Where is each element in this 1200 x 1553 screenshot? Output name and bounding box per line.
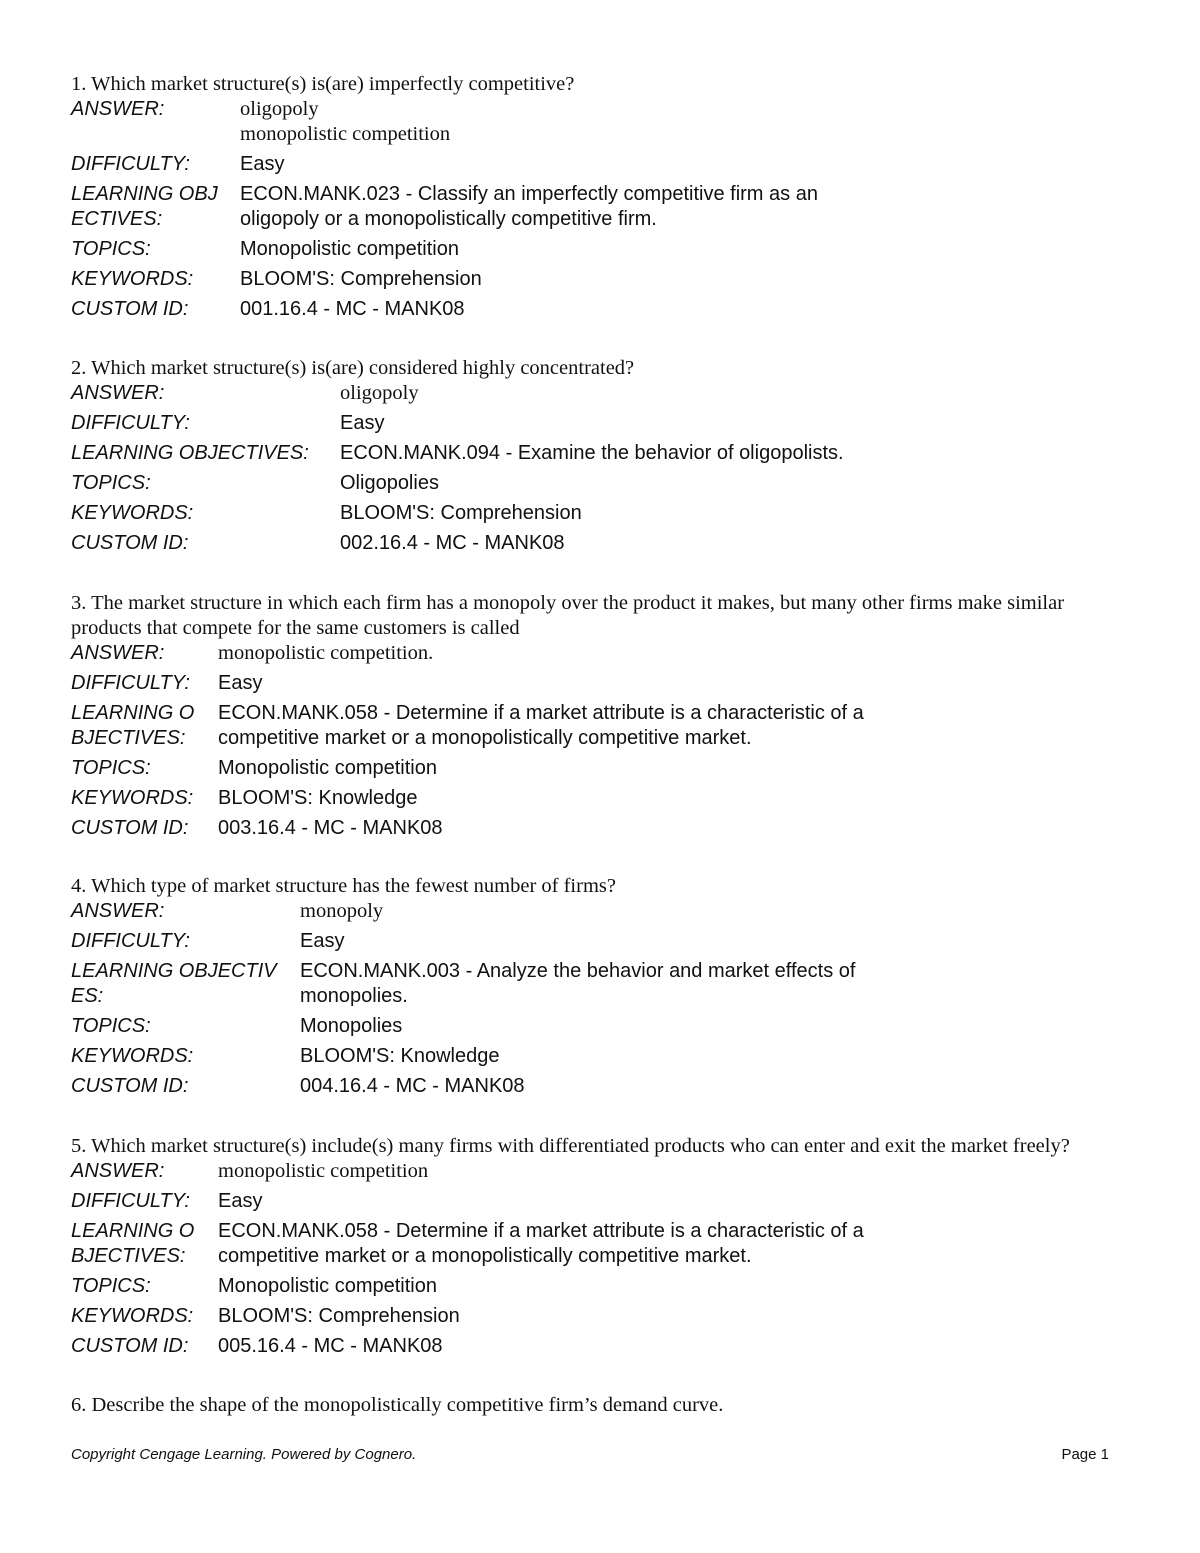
answer-label: ANSWER:: [71, 382, 165, 404]
keywords-row: [71, 1304, 1131, 1329]
question-text: 1. Which market structure(s) is(are) imperfectly competitive?: [71, 73, 575, 95]
value-line: ECON.MANK.023 - Classify an imperfectly competitive firm as an: [240, 183, 818, 205]
keywords-row: [71, 501, 1131, 526]
question-block-5: [71, 1134, 1131, 1359]
custom-id-row: [71, 816, 1131, 841]
label-line: LEARNING O: [71, 1220, 195, 1242]
answer-row: [71, 97, 1131, 147]
value-line: ECON.MANK.003 - Analyze the behavior and market effects of: [300, 960, 856, 982]
value-line: ECON.MANK.058 - Determine if a market attribute is a characteristic of a: [218, 702, 864, 724]
question-block-4: [71, 874, 1131, 1099]
custom-id-row: [71, 297, 1131, 322]
difficulty-label: DIFFICULTY:: [71, 412, 190, 434]
topics-row: [71, 1014, 1131, 1039]
question-text: [71, 591, 1131, 641]
keywords-label: KEYWORDS:: [71, 268, 194, 290]
custom-id-value: 001.16.4 - MC - MANK08: [240, 298, 465, 320]
difficulty-row: [71, 1189, 1131, 1214]
question-block-3: [71, 591, 1131, 841]
custom-id-label: CUSTOM ID:: [71, 1335, 189, 1357]
value-line: ECON.MANK.058 - Determine if a market attribute is a characteristic of a: [218, 1220, 864, 1242]
value-line: monopolies.: [300, 985, 408, 1007]
topics-value: Monopolistic competition: [218, 757, 437, 779]
difficulty-row: [71, 152, 1131, 177]
answer-line: monopolistic competition.: [218, 642, 434, 664]
answer-line: oligopoly: [240, 98, 319, 120]
topics-row: [71, 237, 1131, 262]
label-line: ES:: [71, 985, 104, 1007]
difficulty-label: DIFFICULTY:: [71, 1190, 190, 1212]
learning-objectives-label: [71, 182, 240, 232]
keywords-row: [71, 1044, 1131, 1069]
answer-value: [240, 97, 450, 147]
difficulty-row: [71, 929, 1131, 954]
learning-objectives-value: [240, 182, 818, 232]
keywords-value: BLOOM'S: Comprehension: [218, 1305, 460, 1327]
topics-row: [71, 1274, 1131, 1299]
answer-label: ANSWER:: [71, 98, 165, 120]
topics-value: Monopolistic competition: [240, 238, 459, 260]
custom-id-label: CUSTOM ID:: [71, 817, 189, 839]
custom-id-value: 004.16.4 - MC - MANK08: [300, 1075, 525, 1097]
difficulty-value: Easy: [240, 153, 285, 175]
label-line: LEARNING OBJECTIVES:: [71, 442, 309, 464]
keywords-row: [71, 786, 1131, 811]
learning-objectives-value: [218, 1219, 864, 1269]
answer-value: [218, 1159, 428, 1184]
difficulty-label: DIFFICULTY:: [71, 672, 190, 694]
custom-id-value: 002.16.4 - MC - MANK08: [340, 532, 565, 554]
question-text: 6. Describe the shape of the monopolistically competitive firm’s demand curve.: [71, 1394, 724, 1416]
difficulty-label: DIFFICULTY:: [71, 153, 190, 175]
learning-objectives-row: [71, 441, 1131, 466]
custom-id-label: CUSTOM ID:: [71, 532, 189, 554]
topics-value: Monopolies: [300, 1015, 403, 1037]
answer-value: [300, 899, 383, 924]
custom-id-label: CUSTOM ID:: [71, 298, 189, 320]
answer-label: ANSWER:: [71, 642, 165, 664]
answer-row: [71, 641, 1131, 666]
difficulty-value: Easy: [218, 1190, 263, 1212]
label-line: BJECTIVES:: [71, 1245, 186, 1267]
keywords-value: BLOOM'S: Comprehension: [240, 268, 482, 290]
question-block-1: [71, 72, 1131, 322]
label-line: LEARNING OBJ: [71, 183, 218, 205]
answer-label: ANSWER:: [71, 1160, 165, 1182]
custom-id-value: 003.16.4 - MC - MANK08: [218, 817, 443, 839]
question-line: products that compete for the same customers is called: [71, 617, 520, 639]
difficulty-row: [71, 411, 1131, 436]
learning-objectives-row: [71, 1219, 1131, 1269]
keywords-value: BLOOM'S: Knowledge: [300, 1045, 500, 1067]
topics-label: TOPICS:: [71, 238, 151, 260]
answer-value: [218, 641, 433, 666]
learning-objectives-label: [71, 701, 218, 751]
custom-id-row: [71, 1334, 1131, 1359]
learning-objectives-row: [71, 701, 1131, 751]
value-line: ECON.MANK.094 - Examine the behavior of oligopolists.: [340, 442, 844, 464]
label-line: LEARNING O: [71, 702, 195, 724]
label-line: BJECTIVES:: [71, 727, 186, 749]
keywords-value: BLOOM'S: Knowledge: [218, 787, 418, 809]
keywords-label: KEYWORDS:: [71, 1045, 194, 1067]
custom-id-row: [71, 1074, 1131, 1099]
question-block-6: [71, 1393, 1131, 1418]
page-footer: [71, 1446, 1109, 1463]
learning-objectives-row: [71, 959, 1131, 1009]
topics-label: TOPICS:: [71, 1275, 151, 1297]
answer-value: [340, 381, 419, 406]
answer-row: [71, 899, 1131, 924]
keywords-label: KEYWORDS:: [71, 1305, 194, 1327]
answer-line: monopolistic competition: [218, 1160, 429, 1182]
difficulty-value: Easy: [340, 412, 385, 434]
question-line: 3. The market structure in which each firm has a monopoly over the product it makes, but many other firms make similar: [71, 592, 1065, 614]
custom-id-row: [71, 531, 1131, 556]
value-line: competitive market or a monopolistically competitive market.: [218, 1245, 752, 1267]
answer-line: monopoly: [300, 900, 384, 922]
topics-row: [71, 756, 1131, 781]
difficulty-value: Easy: [300, 930, 345, 952]
value-line: competitive market or a monopolistically competitive market.: [218, 727, 752, 749]
topics-label: TOPICS:: [71, 757, 151, 779]
question-text: 2. Which market structure(s) is(are) considered highly concentrated?: [71, 357, 635, 379]
custom-id-label: CUSTOM ID:: [71, 1075, 189, 1097]
answer-line: monopolistic competition: [240, 123, 451, 145]
page-number: Page 1: [1061, 1446, 1109, 1463]
learning-objectives-label: [71, 959, 300, 1009]
answer-row: [71, 381, 1131, 406]
learning-objectives-value: [218, 701, 864, 751]
custom-id-value: 005.16.4 - MC - MANK08: [218, 1335, 443, 1357]
label-line: LEARNING OBJECTIV: [71, 960, 277, 982]
learning-objectives-label: [71, 441, 340, 466]
question-text: 5. Which market structure(s) include(s) many firms with differentiated products who can enter and exit the market freely?: [71, 1135, 1070, 1157]
keywords-row: [71, 267, 1131, 292]
difficulty-value: Easy: [218, 672, 263, 694]
label-line: ECTIVES:: [71, 208, 163, 230]
keywords-value: BLOOM'S: Comprehension: [340, 502, 582, 524]
answer-line: oligopoly: [340, 382, 419, 404]
difficulty-row: [71, 671, 1131, 696]
learning-objectives-label: [71, 1219, 218, 1269]
keywords-label: KEYWORDS:: [71, 787, 194, 809]
topics-value: Oligopolies: [340, 472, 439, 494]
learning-objectives-value: [300, 959, 855, 1009]
learning-objectives-row: [71, 182, 1131, 232]
topics-label: TOPICS:: [71, 472, 151, 494]
copyright-text: Copyright Cengage Learning. Powered by Cognero.: [71, 1446, 417, 1463]
question-block-2: [71, 356, 1131, 556]
topics-value: Monopolistic competition: [218, 1275, 437, 1297]
learning-objectives-value: [340, 441, 844, 466]
question-text: 4. Which type of market structure has the fewest number of firms?: [71, 875, 616, 897]
answer-label: ANSWER:: [71, 900, 165, 922]
keywords-label: KEYWORDS:: [71, 502, 194, 524]
value-line: oligopoly or a monopolistically competitive firm.: [240, 208, 657, 230]
difficulty-label: DIFFICULTY:: [71, 930, 190, 952]
topics-row: [71, 471, 1131, 496]
topics-label: TOPICS:: [71, 1015, 151, 1037]
answer-row: [71, 1159, 1131, 1184]
